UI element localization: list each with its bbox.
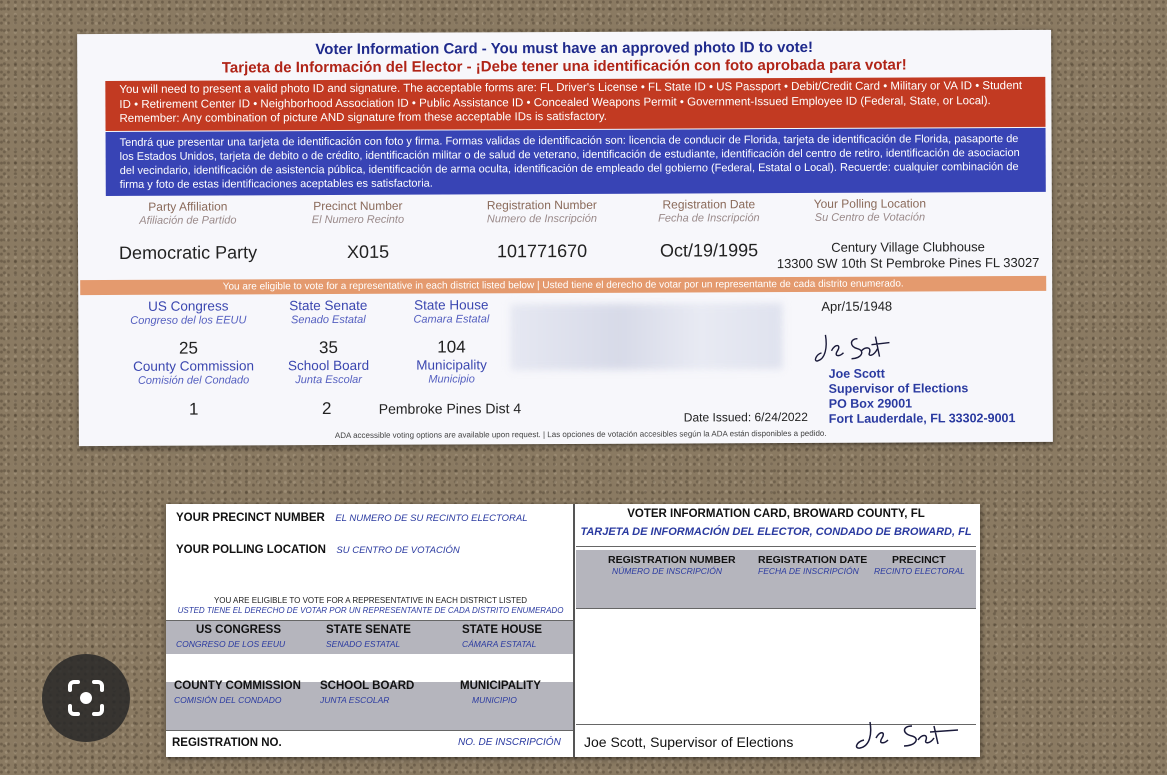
precinct-number-value: X015: [346, 241, 390, 262]
divider: [576, 546, 976, 547]
municipality-header: Municipality Municipio: [416, 357, 487, 386]
id-requirements-en: You will need to present a valid photo ID and signature. The acceptable forms are: FL Driver's License • FL State ID • US Passport • Debit/Credit Card • Military or VA ID • Student ID • Retirement Center ID • Neighborhood Association ID • Public Assistance ID • Concealed Weapons Permit • Government-Issued Employee ID (Federal, State, or Local). Remember: Any combination of picture AND signature from these acceptable IDs is satisfactory.: [105, 77, 1045, 131]
state-house-value: 104: [437, 337, 466, 357]
id-requirements-es: Tendrá que presentar una tarjeta de identificación con foto y firma. Formas validas de identificación son: licencia de conducir de Florida, tarjeta de identificación de Florida, pasaporte de los Estados Unidos, tarjeta de debito o de crédito, identificación militar o de salud de veterano, identificación de estudiante, identificación del centro de retiro, identificación de asociacion del vecindario, identificación de asistencia pública, identificación de arma oculta, identificación de empleado del gobierno (Federal, Estatal o Local). Recuerde: cualquier combinación de firma y foto de estas identificaciones aceptables es satisfactoria.: [106, 128, 1046, 196]
date-issued: Date Issued: 6/24/2022: [683, 409, 808, 425]
card2-school-board: SCHOOL BOARD JUNTA ESCOLAR: [320, 680, 415, 705]
supervisor-block: Joe Scott Supervisor of Elections PO Box 29001 Fort Lauderdale, FL 33302-9001: [828, 366, 1016, 426]
municipality-value: Pembroke Pines Dist 4: [378, 400, 522, 417]
registration-number-value: 101771670: [496, 240, 588, 262]
card2-us-congress: US CONGRESS CONGRESO DE LOS EEUU: [176, 624, 286, 649]
precinct-number-row: YOUR PRECINCT NUMBER EL NUMERO DE SU RECINTO ELECTORAL: [176, 512, 528, 524]
polling-location-row: YOUR POLLING LOCATION SU CENTRO DE VOTACIÓN: [176, 544, 460, 556]
state-senate-header: State Senate Senado Estatal: [289, 297, 368, 327]
ada-note: ADA accessible voting options are available upon request. | Las opciones de votación accesibles según la ADA están disponibles a pedido.: [334, 428, 827, 441]
school-board-value: 2: [321, 399, 332, 419]
school-board-header: School Board Junta Escolar: [287, 357, 370, 387]
registration-date-value: Oct/19/1995: [659, 240, 759, 261]
us-congress-header: US Congress Congreso del los EEUU: [130, 298, 247, 327]
card2-title-es: TARJETA DE INFORMACIÓN DEL ELECTOR, CONDADO DE BROWARD, FL: [580, 526, 972, 538]
registration-number-header: Registration Number Numero de Inscripción: [486, 197, 597, 226]
card2-state-senate: STATE SENATE SENADO ESTATAL: [326, 624, 411, 649]
registration-no-label-es: NO. DE INSCRIPCIÓN: [458, 737, 561, 748]
supervisor-signature: [813, 329, 893, 369]
card2-state-house: STATE HOUSE CÁMARA ESTATAL: [462, 624, 543, 649]
card-title-es: Tarjeta de Información del Elector - ¡Debe tener una identificación con foto aprobada para votar!: [221, 56, 907, 77]
us-congress-value: 25: [178, 338, 198, 358]
registration-no-label: REGISTRATION NO.: [172, 737, 282, 749]
party-affiliation-value: Democratic Party: [118, 242, 258, 263]
card2-eligible-es: USTED TIENE EL DERECHO DE VOTAR POR UN REPRESENTANTE DE CADA DISTRITO ENUMERADO: [177, 606, 564, 615]
card2-precinct: PRECINCT RECINTO ELECTORAL: [874, 554, 965, 576]
card2-left-panel: [166, 504, 575, 757]
card2-registration-number: REGISTRATION NUMBER NÚMERO DE INSCRIPCIÓN: [608, 554, 736, 576]
card2-title-en: VOTER INFORMATION CARD, BROWARD COUNTY, FL: [627, 508, 925, 520]
supervisor-line: Joe Scott, Supervisor of Elections: [584, 734, 794, 750]
redacted-address: [510, 303, 782, 370]
county-commission-header: County Commission Comisión del Condado: [133, 358, 254, 387]
state-house-header: State House Camara Estatal: [413, 297, 490, 326]
card-title-en: Voter Information Card - You must have an approved photo ID to vote!: [315, 38, 813, 59]
polling-location-value: Century Village Clubhouse 13300 SW 10th St Pembroke Pines FL 33027: [776, 239, 1040, 272]
card2-registration-date: REGISTRATION DATE FECHA DE INSCRIPCIÓN: [758, 554, 868, 576]
card2-county-commission: COUNTY COMMISSION COMISIÓN DEL CONDADO: [174, 680, 301, 705]
birth-date: Apr/15/1948: [821, 298, 893, 314]
county-commission-value: 1: [188, 399, 199, 419]
polling-location-header: Your Polling Location Su Centro de Votación: [813, 196, 927, 224]
card2-signature: [854, 718, 964, 754]
card2-municipality: MUNICIPALITY MUNICIPIO: [460, 680, 541, 705]
party-affiliation-header: Party Affiliation Afiliación de Partido: [139, 199, 237, 227]
divider: [166, 620, 573, 621]
state-senate-value: 35: [318, 337, 338, 358]
registration-date-header: Registration Date Fecha de Inscripción: [658, 197, 760, 225]
precinct-number-header: Precinct Number El Numero Recinto: [311, 198, 405, 227]
voter-information-card: [77, 30, 1053, 446]
lens-search-icon[interactable]: [42, 654, 130, 742]
divider: [576, 608, 976, 609]
card2-eligible-en: YOU ARE ELIGIBLE TO VOTE FOR A REPRESENTATIVE IN EACH DISTRICT LISTED: [213, 596, 528, 605]
eligible-banner: You are eligible to vote for a representative in each district listed below | Usted tiene el derecho de votar por un representante de cada distrito enumerado.: [80, 276, 1046, 295]
broward-voter-card: [166, 504, 980, 757]
divider: [166, 730, 573, 731]
